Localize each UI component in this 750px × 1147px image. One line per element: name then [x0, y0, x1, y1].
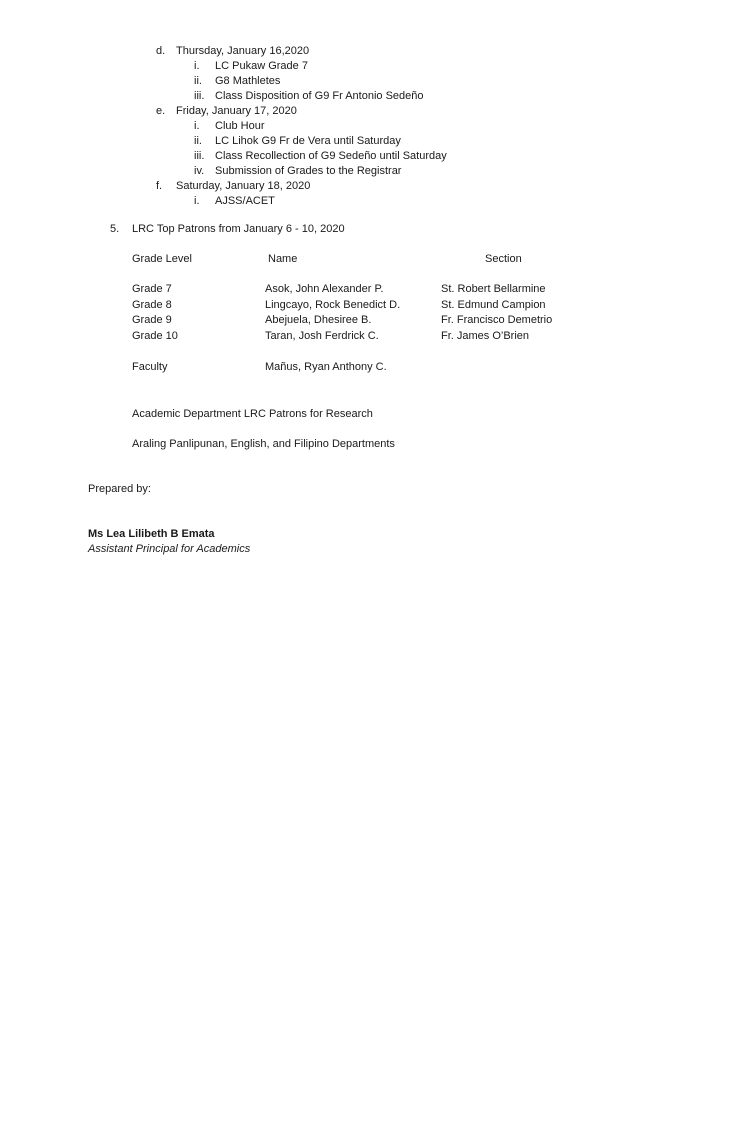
section-title: LRC Top Patrons from January 6 - 10, 2020: [132, 223, 345, 235]
list-marker: f.: [156, 180, 163, 192]
table-cell-name: Lingcayo, Rock Benedict D.: [265, 299, 401, 311]
table-cell-grade: Grade 10: [132, 330, 178, 342]
schedule-item: LC Pukaw Grade 7: [215, 60, 308, 72]
table-cell-grade: Grade 7: [132, 283, 172, 295]
list-marker: iv.: [194, 165, 205, 177]
faculty-name: Mañus, Ryan Anthony C.: [265, 361, 387, 373]
list-marker: iii.: [194, 90, 205, 102]
table-cell-section: St. Edmund Campion: [441, 299, 546, 311]
schedule-item: LC Lihok G9 Fr de Vera until Saturday: [215, 135, 401, 147]
prepared-by-label: Prepared by:: [88, 483, 151, 495]
table-cell-grade: Grade 8: [132, 299, 172, 311]
schedule-item: Class Disposition of G9 Fr Antonio Sedeño: [215, 90, 424, 102]
schedule-day-label: Thursday, January 16,2020: [176, 45, 310, 57]
schedule-day-label: Saturday, January 18, 2020: [176, 180, 311, 192]
list-marker: i.: [194, 120, 200, 132]
table-header-grade: Grade Level: [132, 253, 192, 265]
academic-departments: Araling Panlipunan, English, and Filipino Departments: [132, 438, 395, 450]
schedule-item: G8 Mathletes: [215, 75, 281, 87]
signatory-name: Ms Lea Lilibeth B Emata: [88, 528, 215, 540]
table-cell-section: Fr. James O’Brien: [441, 330, 530, 342]
academic-heading: Academic Department LRC Patrons for Research: [132, 408, 373, 420]
section-number: 5.: [110, 223, 120, 235]
table-cell-name: Abejuela, Dhesiree B.: [265, 314, 372, 326]
schedule-item: Submission of Grades to the Registrar: [215, 165, 402, 177]
table-cell-section: Fr. Francisco Demetrio: [441, 314, 553, 326]
schedule-day-label: Friday, January 17, 2020: [176, 105, 297, 117]
list-marker: iii.: [194, 150, 205, 162]
signatory-title: Assistant Principal for Academics: [88, 543, 251, 555]
table-cell-name: Taran, Josh Ferdrick C.: [265, 330, 379, 342]
list-marker: e.: [156, 105, 166, 117]
table-cell-grade: Grade 9: [132, 314, 172, 326]
list-marker: ii.: [194, 135, 202, 147]
list-marker: i.: [194, 195, 200, 207]
table-header-name: Name: [268, 253, 298, 265]
list-marker: ii.: [194, 75, 202, 87]
table-header-section: Section: [485, 253, 522, 265]
list-marker: d.: [156, 45, 166, 57]
schedule-item: Club Hour: [215, 120, 265, 132]
schedule-item: Class Recollection of G9 Sedeño until Saturday: [215, 150, 447, 162]
schedule-item: AJSS/ACET: [215, 195, 275, 207]
table-cell-section: St. Robert Bellarmine: [441, 283, 546, 295]
faculty-label: Faculty: [132, 361, 168, 373]
list-marker: i.: [194, 60, 200, 72]
table-cell-name: Asok, John Alexander P.: [265, 283, 384, 295]
